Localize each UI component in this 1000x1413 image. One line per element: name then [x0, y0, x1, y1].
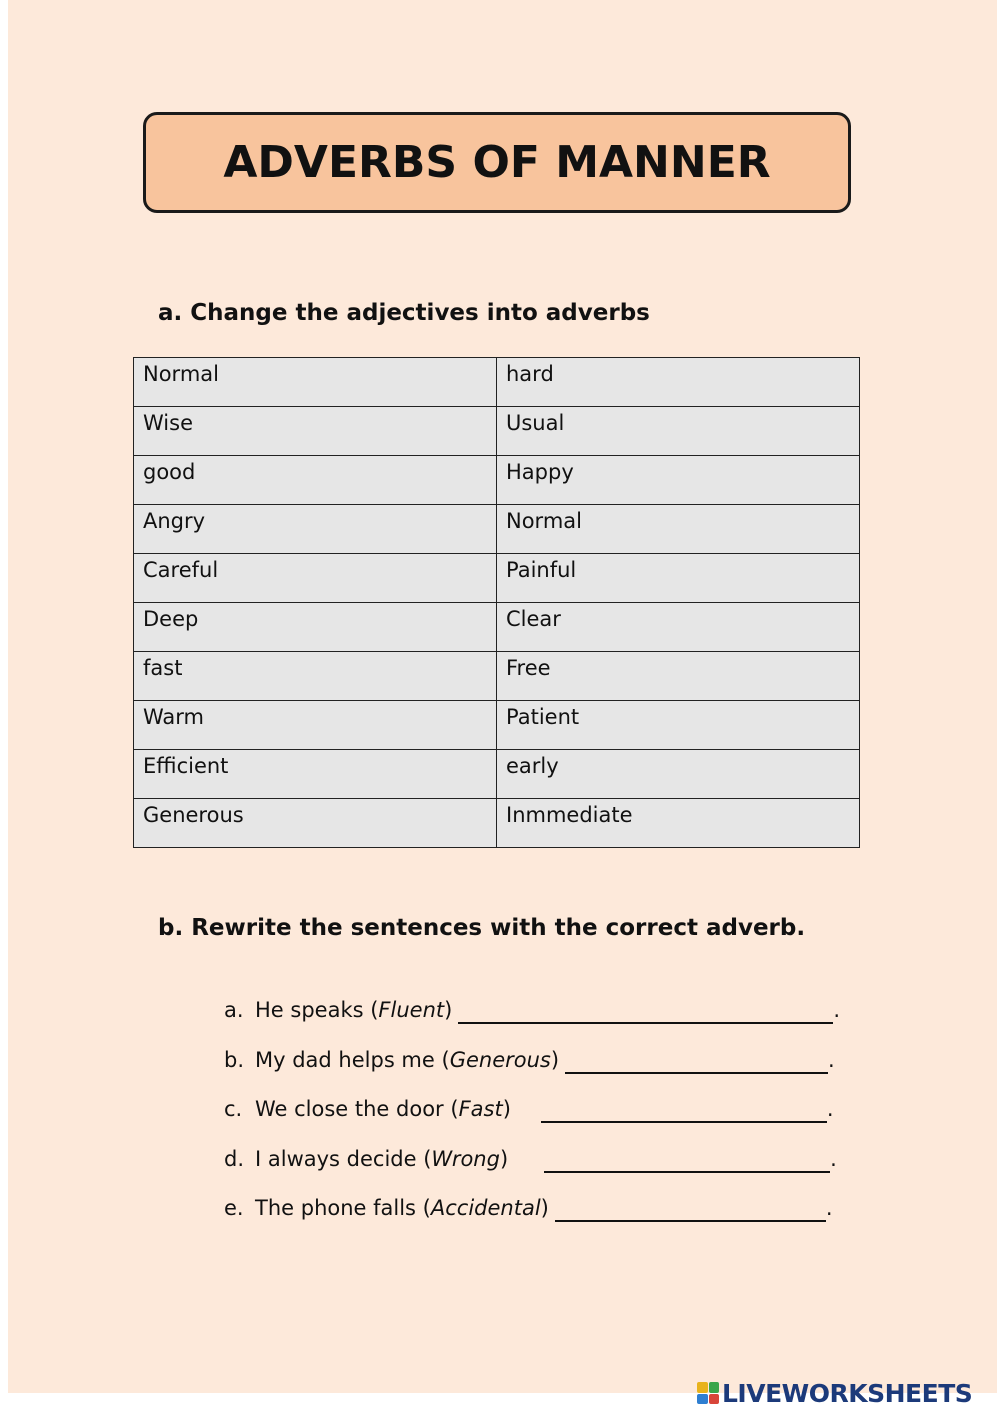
section-b-heading: b. Rewrite the sentences with the correct adverb.: [158, 915, 806, 941]
adjective-hint: Wrong: [431, 1146, 500, 1171]
adjective-cell-left: Normal: [134, 358, 497, 407]
answer-blank[interactable]: [565, 1048, 828, 1074]
sentence-letter: b.: [224, 1047, 245, 1072]
sentence-end: .: [828, 1047, 835, 1072]
adjective-cell-right: hard: [497, 358, 860, 407]
adjective-cell-right: Inmmediate: [497, 799, 860, 848]
sentence-item: [224, 1097, 864, 1147]
table-row: [134, 358, 860, 407]
sentence-item: [224, 1147, 864, 1197]
adjective-cell-right: Happy: [497, 456, 860, 505]
sentence-end: .: [826, 1097, 834, 1121]
adjective-hint: Generous: [449, 1047, 551, 1072]
adjective-cell-left: Wise: [134, 407, 497, 456]
table-row: [134, 456, 860, 505]
brand-name: LIVEWORKSHEETS: [722, 1378, 973, 1408]
title-banner: [143, 112, 851, 213]
sentence-item: [224, 998, 864, 1048]
adjective-cell-left: Efficient: [134, 750, 497, 799]
adjectives-table: [133, 357, 860, 848]
sentence-letter: a.: [224, 998, 244, 1022]
adjective-cell-left: good: [134, 456, 497, 505]
adjective-cell-left: Warm: [134, 701, 497, 750]
adjective-cell-right: Clear: [497, 603, 860, 652]
sentence-text: I always decide (: [255, 1146, 432, 1171]
adjective-cell-right: Painful: [497, 554, 860, 603]
sentence-close-paren: ): [540, 1196, 549, 1220]
liveworksheets-mark-icon: [697, 1382, 719, 1404]
sentence-letter: c.: [224, 1097, 243, 1121]
liveworksheets-logo: [697, 1378, 972, 1408]
adjective-cell-right: Normal: [497, 505, 860, 554]
adjective-cell-left: Generous: [134, 799, 497, 848]
table-row: [134, 799, 860, 848]
sentence-text: My dad helps me (: [255, 1047, 450, 1072]
adjective-hint: Fluent: [378, 998, 445, 1022]
answer-blank[interactable]: [458, 998, 833, 1024]
table-row: [134, 750, 860, 799]
table-row: [134, 701, 860, 750]
adjective-cell-right: Free: [497, 652, 860, 701]
sentence-item: [224, 1048, 864, 1098]
table-row: [134, 652, 860, 701]
answer-blank[interactable]: [555, 1196, 826, 1222]
table-row: [134, 505, 860, 554]
answer-blank[interactable]: [544, 1147, 830, 1173]
table-row: [134, 554, 860, 603]
adjective-cell-left: Angry: [134, 505, 497, 554]
sentence-item: [224, 1196, 864, 1246]
sentence-close-paren: ): [444, 998, 453, 1022]
section-a-heading: a. Change the adjectives into adverbs: [158, 300, 650, 326]
adjective-cell-left: Careful: [134, 554, 497, 603]
adjective-cell-left: fast: [134, 652, 497, 701]
adjective-hint: Fast: [458, 1097, 503, 1121]
adjective-cell-left: Deep: [134, 603, 497, 652]
sentence-text: We close the door (: [255, 1097, 459, 1121]
answer-blank[interactable]: [541, 1097, 827, 1123]
table-row: [134, 407, 860, 456]
adjective-cell-right: Usual: [497, 407, 860, 456]
sentence-list: [224, 998, 864, 1246]
sentence-letter: e.: [224, 1196, 244, 1220]
sentence-end: .: [825, 1196, 833, 1220]
sentence-end: .: [833, 998, 840, 1022]
sentence-text: The phone falls (: [255, 1196, 431, 1220]
sentence-text: He speaks (: [255, 998, 379, 1022]
table-row: [134, 603, 860, 652]
page-title: ADVERBS OF MANNER: [223, 137, 771, 188]
sentence-end: .: [830, 1146, 837, 1171]
sentence-close-paren: ): [502, 1097, 511, 1121]
adjective-hint: Accidental: [430, 1196, 541, 1220]
adjective-cell-right: early: [497, 750, 860, 799]
sentence-close-paren: ): [550, 1047, 560, 1072]
adjective-cell-right: Patient: [497, 701, 860, 750]
sentence-close-paren: ): [499, 1146, 509, 1171]
sentence-letter: d.: [224, 1146, 245, 1171]
